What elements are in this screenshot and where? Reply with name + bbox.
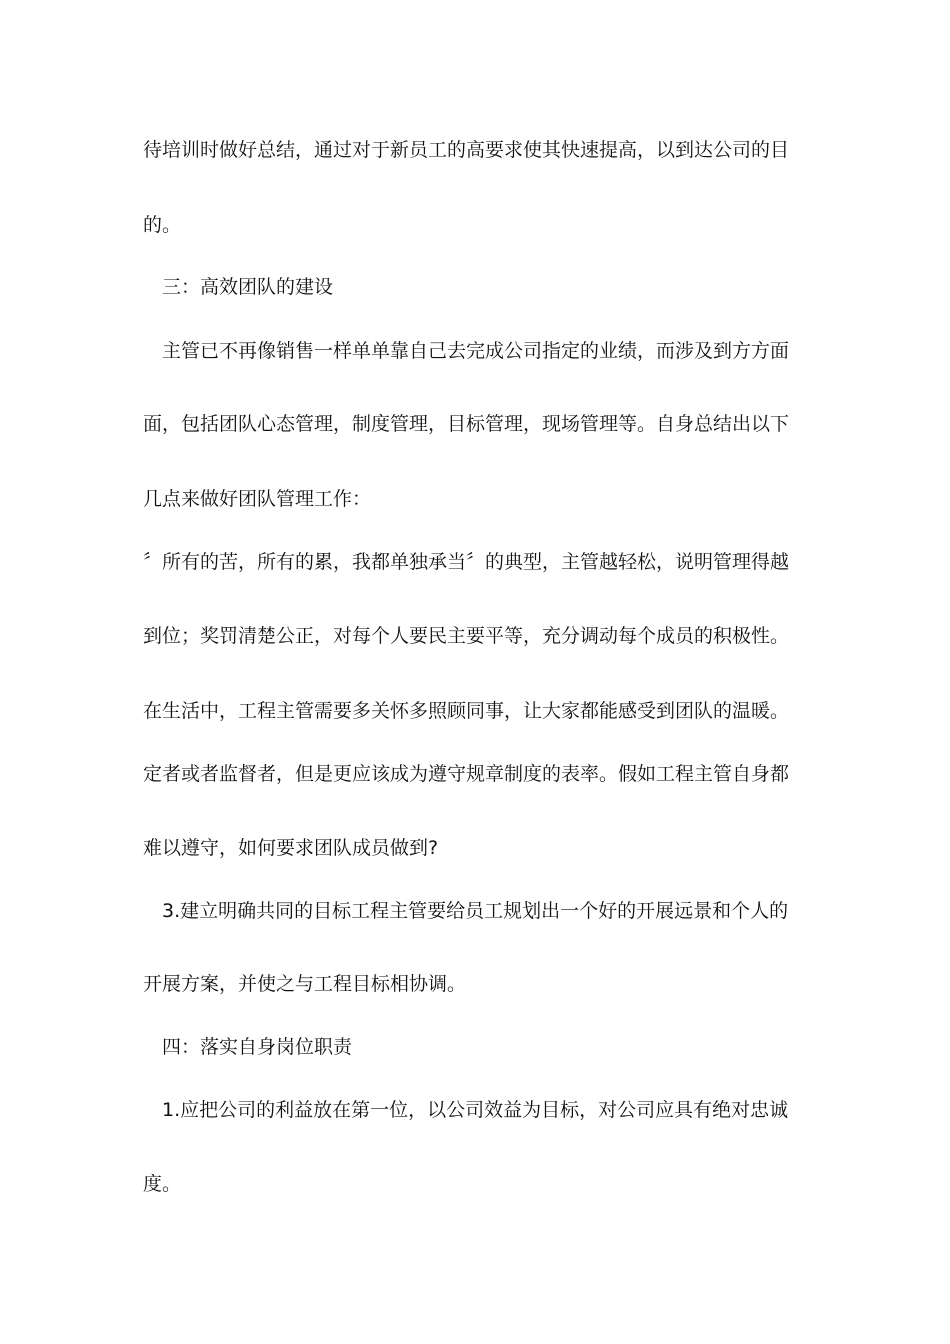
section-heading: 三：高效团队的建设 bbox=[162, 276, 334, 298]
section-heading: 四：落实自身岗位职责 bbox=[162, 1036, 353, 1058]
paragraph-line: 主管已不再像销售一样单单靠自己去完成公司指定的业绩，而涉及到方方面 bbox=[162, 340, 790, 362]
paragraph-line: 定者或者监督者，但是更应该成为遵守规章制度的表率。假如工程主管自身都 bbox=[143, 763, 790, 785]
paragraph-line: 待培训时做好总结，通过对于新员工的高要求使其快速提高，以到达公司的目 bbox=[143, 139, 790, 161]
paragraph-line: 的。 bbox=[143, 214, 182, 236]
paragraph-line: 开展方案，并使之与工程目标相协调。 bbox=[143, 973, 467, 995]
paragraph-line: 到位；奖罚清楚公正，对每个人要民主要平等，充分调动每个成员的积极性。 bbox=[143, 625, 790, 647]
paragraph-line: 度。 bbox=[143, 1173, 182, 1195]
paragraph-line: 面，包括团队心态管理，制度管理，目标管理，现场管理等。自身总结出以下 bbox=[143, 413, 790, 435]
list-item: 3.建立明确共同的目标工程主管要给员工规划出一个好的开展远景和个人的 bbox=[162, 900, 789, 922]
paragraph-line: 〞所有的苦，所有的累，我都单独承当〞的典型，主管越轻松，说明管理得越 bbox=[143, 551, 790, 573]
paragraph-line: 几点来做好团队管理工作： bbox=[143, 488, 372, 510]
paragraph-line: 难以遵守，如何要求团队成员做到? bbox=[143, 837, 439, 859]
list-item: 1.应把公司的利益放在第一位，以公司效益为目标，对公司应具有绝对忠诚 bbox=[162, 1099, 789, 1121]
paragraph-line: 在生活中，工程主管需要多关怀多照顾同事，让大家都能感受到团队的温暖。 bbox=[143, 700, 790, 722]
